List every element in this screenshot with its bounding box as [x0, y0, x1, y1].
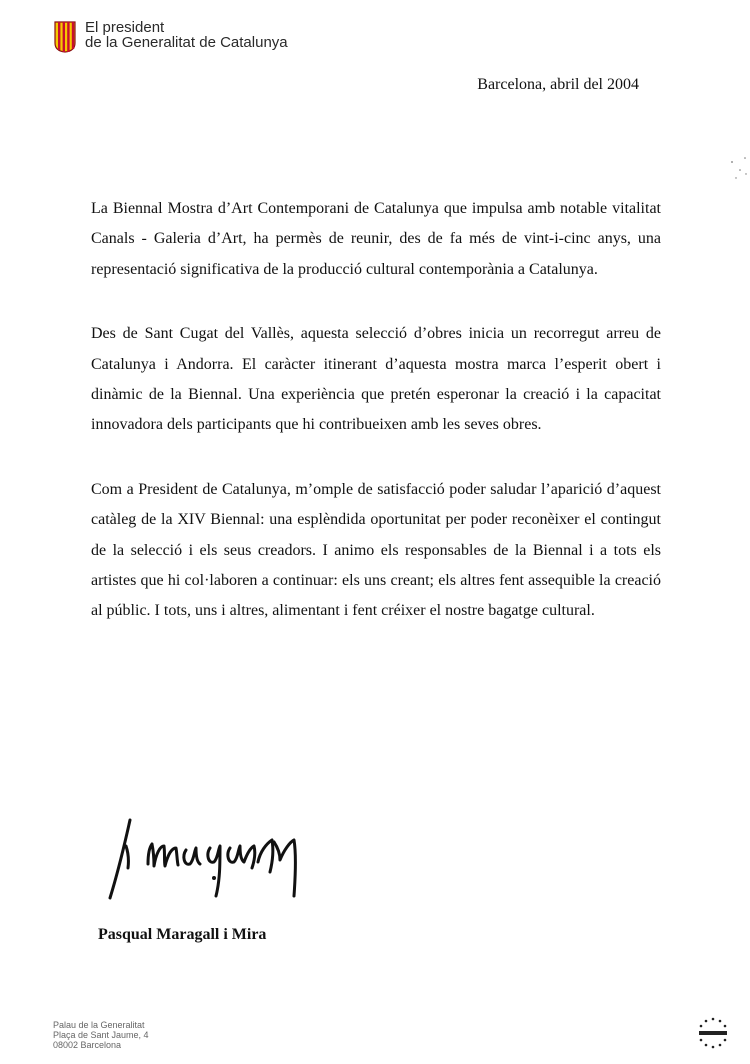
paragraph-1: La Biennal Mostra d’Art Contemporani de Catalunya que impulsa amb notable vitalitat Canals - Galeria d’Art, ha permès de reunir, des de fa més de vint-i-cinc anys, una representació significativa de la producció cultural contemporània a Catalunya.	[91, 200, 661, 278]
letterhead	[53, 20, 288, 53]
footer-address	[53, 1020, 149, 1050]
letterhead-line-2: de la Generalitat de Catalunya	[85, 34, 288, 51]
scan-specks	[690, 150, 750, 195]
signer-name: Pasqual Maragall i Mira	[98, 926, 267, 943]
catalan-flag-icon	[53, 21, 77, 53]
letter-body	[91, 194, 661, 661]
footer-line-3: 08002 Barcelona	[53, 1040, 122, 1050]
handwritten-signature-icon	[102, 812, 322, 912]
paragraph-2: Des de Sant Cugat del Vallès, aquesta selecció d’obres inicia un recorregut arreu de Catalunya i Andorra. El caràcter itinerant d’aquesta mostra marca l’esperit obert i dinàmic de la Biennal. Una experiència que pretén esperonar la creació i la capacitat innovadora dels participants que hi contribueixen amb les seves obres.	[91, 325, 661, 434]
paragraph-3: Com a President de Catalunya, m’omple de satisfacció poder saludar l’aparició d’aquest catàleg de la XIV Biennal: una esplèndida oportunitat per poder reconèixer el contingut de la selecció i els seus creadors. I animo els responsables de la Biennal i a tots els artistes que hi col·laboren a continuar: els uns creant; els altres fent assequible la creació al públic. I tots, uns i altres, alimentant i fent créixer el nostre bagatge cultural.	[91, 480, 661, 620]
letterhead-line-1: El president	[85, 19, 165, 36]
footer-line-1: Palau de la Generalitat	[53, 1020, 145, 1030]
recycled-paper-seal-icon	[696, 1016, 730, 1055]
footer-line-2: Plaça de Sant Jaume, 4	[53, 1030, 149, 1040]
letter-date: Barcelona, abril del 2004	[477, 76, 639, 93]
